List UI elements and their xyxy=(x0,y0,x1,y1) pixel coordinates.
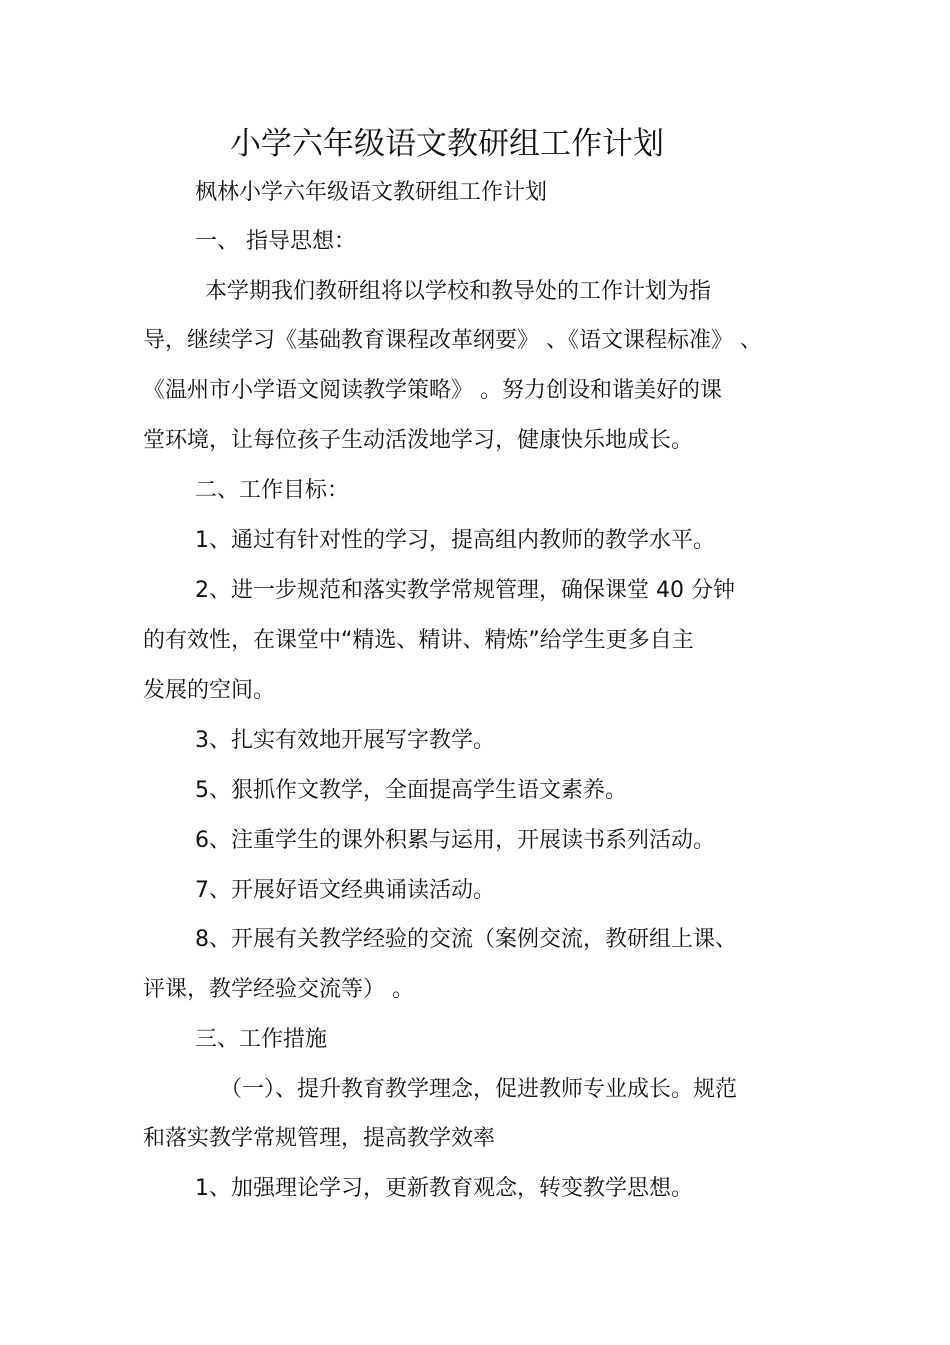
subsection-heading-continuation: 和落实教学常规管理，提高教学效率 xyxy=(143,1126,496,1151)
section-heading-guiding-thought: 一、 指导思想： xyxy=(195,229,356,254)
list-item: 1、通过有针对性的学习，提高组内教师的教学水平。 xyxy=(195,528,715,553)
list-item: 7、开展好语文经典诵读活动。 xyxy=(195,878,495,903)
list-item: 8、开展有关教学经验的交流（案例交流，教研组上课、 xyxy=(195,927,737,952)
list-item-continuation: 发展的空间。 xyxy=(143,678,276,703)
list-item: 2、进一步规范和落实教学常规管理，确保课堂 40 分钟 xyxy=(195,578,735,603)
list-item: 1、加强理论学习，更新教育观念，转变教学思想。 xyxy=(195,1176,693,1201)
document-subtitle: 枫林小学六年级语文教研组工作计划 xyxy=(195,180,548,205)
list-item-continuation: 的有效性，在课堂中“精选、精讲、精炼”给学生更多自主 xyxy=(143,628,694,653)
paragraph-line: 导，继续学习《基础教育课程改革纲要》 、《语文课程标准》 、 xyxy=(143,328,762,353)
list-item: 6、注重学生的课外积累与运用，开展读书系列活动。 xyxy=(195,828,715,853)
list-item-continuation: 评课，教学经验交流等） 。 xyxy=(143,977,414,1002)
document-title: 小学六年级语文教研组工作计划 xyxy=(230,126,664,162)
section-heading-work-goals: 二、工作目标： xyxy=(195,478,350,503)
paragraph-line: 堂环境，让每位孩子生动活泼地学习，健康快乐地成长。 xyxy=(143,428,694,453)
paragraph-line: 本学期我们教研组将以学校和教导处的工作计划为指 xyxy=(205,279,712,304)
paragraph-line: 《温州市小学语文阅读教学策略》 。努力创设和谐美好的课 xyxy=(143,378,722,403)
section-heading-work-measures: 三、工作措施 xyxy=(195,1027,328,1052)
list-item: 5、狠抓作文教学，全面提高学生语文素养。 xyxy=(195,778,627,803)
list-item: 3、扎实有效地开展写字教学。 xyxy=(195,728,495,753)
subsection-heading: （一）、提升教育教学理念，促进教师专业成长。规范 xyxy=(220,1077,738,1102)
